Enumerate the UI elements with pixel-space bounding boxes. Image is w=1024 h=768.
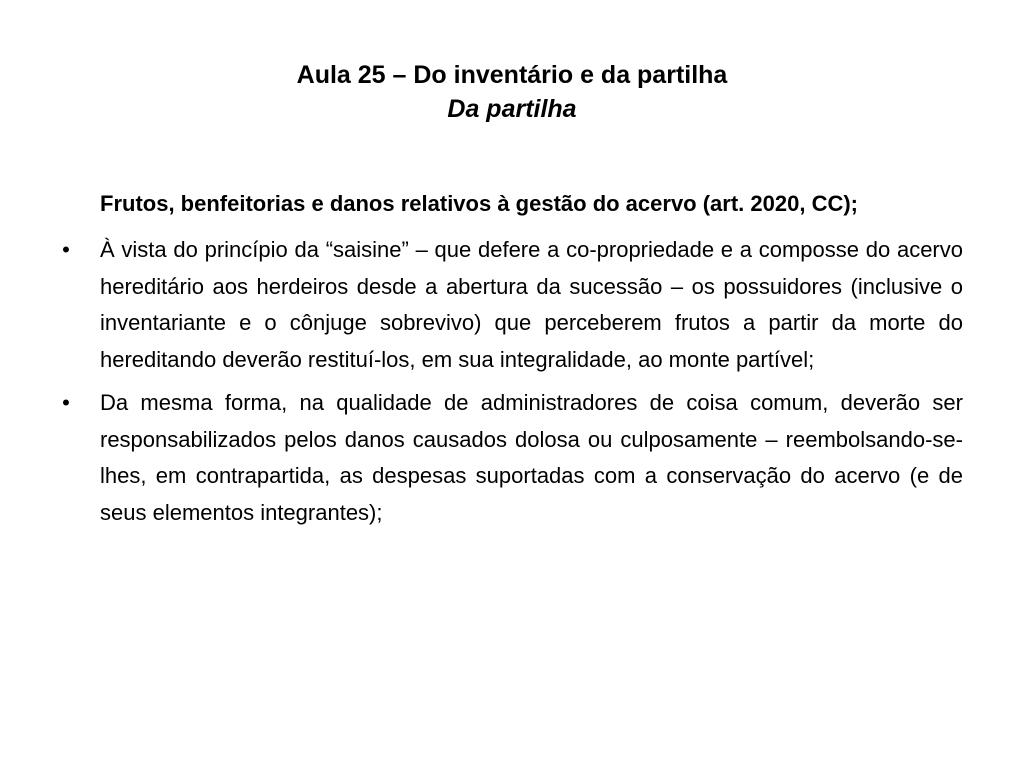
slide-subtitle: Da partilha: [447, 95, 577, 123]
bullet-item: [62, 385, 963, 531]
slide-content: [62, 186, 963, 538]
bullet-text: Da mesma forma, na qualidade de administradores de coisa comum, deverão ser responsabilizados pelos danos causados dolosa ou culposamente – reembolsando-se-lhes, em contrapartida, as despesas suportadas com a conservação do acervo (e de seus elementos integrantes);: [100, 390, 963, 525]
slide-title: Aula 25 – Do inventário e da partilha: [296, 61, 728, 89]
bullet-text: À vista do princípio da “saisine” – que defere a co-propriedade e a composse do acervo hereditário aos herdeiros desde a abertura da sucessão – os possuidores (inclusive o inventariante e o cônjuge sobrevivo) que perceberem frutos a partir da morte do hereditando deverão restituí-los, em sua integralidade, ao monte partível;: [100, 237, 963, 372]
bullet-item: [62, 232, 963, 378]
title-block: [60, 58, 964, 126]
section-heading: Frutos, benfeitorias e danos relativos à gestão do acervo (art. 2020, CC);: [100, 191, 859, 216]
bullet-icon: •: [62, 237, 70, 262]
bullet-icon: •: [62, 390, 70, 415]
